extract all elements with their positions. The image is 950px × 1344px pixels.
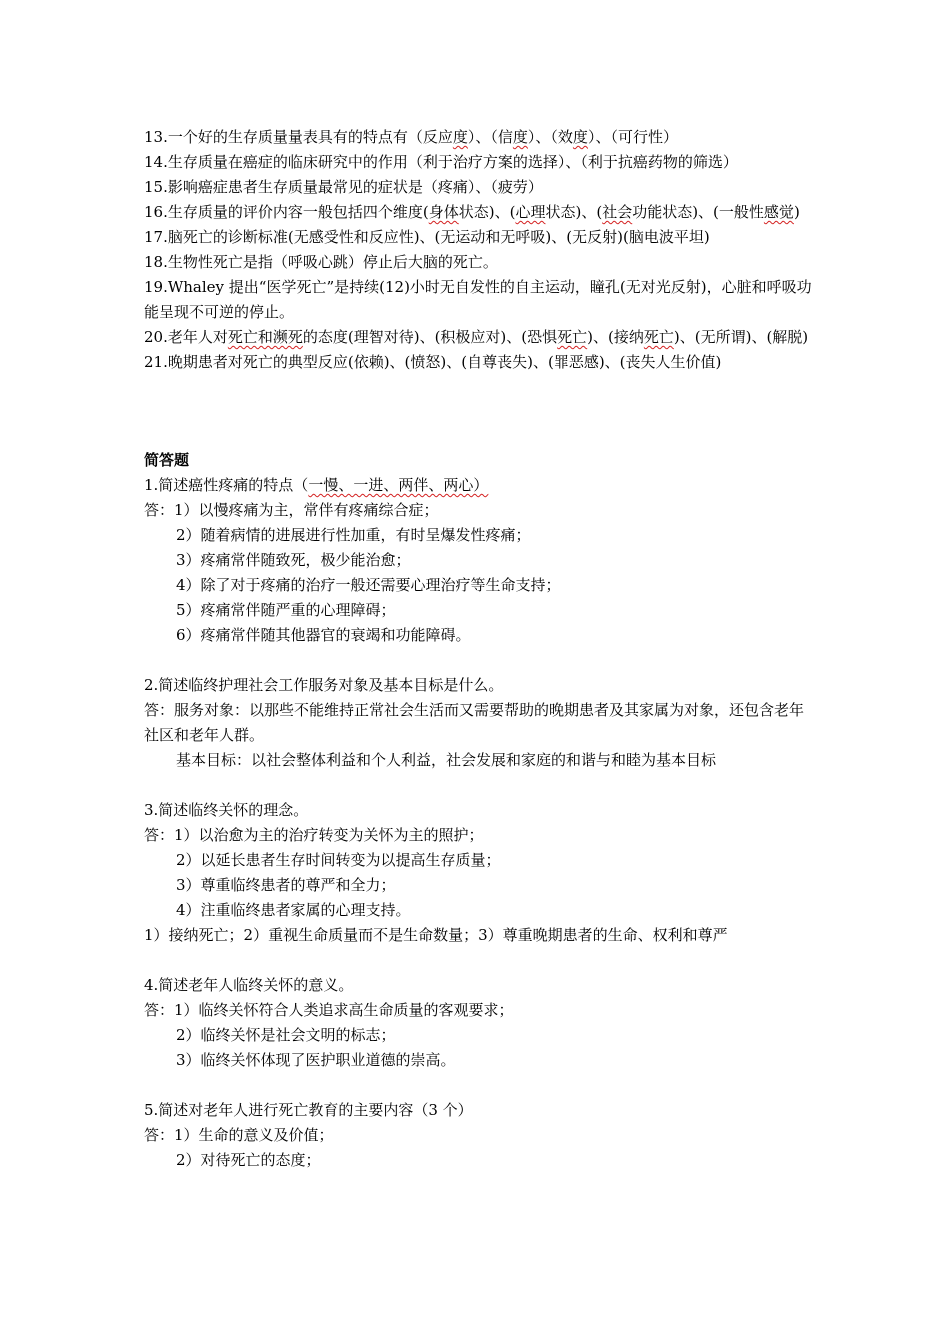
text-run: 18.生物性死亡是指（呼吸心跳）停止后大脑的死亡。 <box>144 253 498 271</box>
question-text: 5.简述对老年人进行死亡教育的主要内容（3 个） <box>144 1101 473 1119</box>
text-run: 19.Whaley 提出“医学死亡”是持续(12)小时无自发性的自主运动，瞳孔(无对光反射)，心脏和呼吸功能呈现不可逆的停止。 <box>144 278 812 321</box>
underlined-term: 心理 <box>515 203 546 221</box>
answer-line: 3）临终关怀体现了医护职业道德的崇高。 <box>176 1051 456 1069</box>
text-run: ) <box>793 203 800 221</box>
fill-blank-item-q17 <box>144 225 814 250</box>
text-run: ）、（信 <box>467 128 513 146</box>
text-run: 20.老年人对 <box>144 328 228 346</box>
underlined-term: 社会 <box>602 203 633 221</box>
fill-blank-item-q14 <box>144 150 814 175</box>
question-prefix: 1.简述癌性疼痛的特点（ <box>144 476 309 494</box>
answer-line: 基本目标：以社会整体利益和个人利益，社会发展和家庭的和谐与和睦为基本目标 <box>176 751 717 769</box>
answer-line: 2）对待死亡的态度； <box>176 1151 321 1169</box>
section-heading: 简答题 <box>144 451 190 469</box>
underlined-term: 度 <box>452 128 468 146</box>
text-run: 15.影响癌症患者生存质量最常见的症状是（疼痛）、（疲劳） <box>144 178 543 196</box>
short-answer-1 <box>144 473 814 648</box>
answer-line: 4）注重临终患者家属的心理支持。 <box>176 901 411 919</box>
text-run: 功能状态)、(一般性 <box>632 203 764 221</box>
underlined-term: 身体 <box>428 203 459 221</box>
answer-line: 答：1）生命的意义及价值； <box>144 1126 334 1144</box>
text-run: 状态)、( <box>545 203 603 221</box>
answer-line: 3）疼痛常伴随致死，极少能治愈； <box>176 551 411 569</box>
text-run: )、(接纳 <box>587 328 644 346</box>
fill-blank-item-q16 <box>144 200 814 225</box>
answer-note: 1）接纳死亡；2）重视生命质量而不是生命数量；3）尊重晚期患者的生命、权利和尊严 <box>144 926 728 944</box>
underlined-term: 死亡和濒死 <box>227 328 303 346</box>
underlined-term: 感觉 <box>763 203 794 221</box>
fill-blank-item-q13 <box>144 125 814 150</box>
text-run: 16.生存质量的评价内容一般包括四个维度( <box>144 203 429 221</box>
fill-blank-item-q20 <box>144 325 814 350</box>
fill-blank-item-q19 <box>144 275 814 325</box>
document-page <box>144 125 814 1173</box>
fill-blank-item-q15 <box>144 175 814 200</box>
question-text: 2.简述临终护理社会工作服务对象及基本目标是什么。 <box>144 676 504 694</box>
underlined-term: 度 <box>512 128 528 146</box>
question-emphasis: 一慢、一进、两伴、两心） <box>308 476 489 494</box>
short-answer-2 <box>144 673 814 773</box>
answer-line: 5）疼痛常伴随严重的心理障碍； <box>176 601 396 619</box>
answer-line: 答：1）临终关怀符合人类追求高生命质量的客观要求； <box>144 1001 514 1019</box>
text-run: )、(无所谓)、(解脱) <box>673 328 809 346</box>
fill-blank-item-q21 <box>144 350 814 375</box>
text-run: 14.生存质量在癌症的临床研究中的作用（利于治疗方案的选择）、（利于抗癌药物的筛选） <box>144 153 738 171</box>
answer-line: 2）以延长患者生存时间转变为以提高生存质量； <box>176 851 501 869</box>
underlined-term: 死亡 <box>557 328 588 346</box>
question-text <box>144 473 814 498</box>
text-run: ）、（效 <box>527 128 573 146</box>
answer-line: 4）除了对于疼痛的治疗一般还需要心理治疗等生命支持； <box>176 576 561 594</box>
text-run: 状态)、( <box>458 203 516 221</box>
fill-blank-item-q18 <box>144 250 814 275</box>
fill-in-blank-section <box>144 125 814 375</box>
answer-line: 6）疼痛常伴随其他器官的衰竭和功能障碍。 <box>176 626 471 644</box>
answer-line: 2）随着病情的进展进行性加重，有时呈爆发性疼痛； <box>176 526 531 544</box>
answer-line: 答：1）以治愈为主的治疗转变为关怀为主的照护； <box>144 826 484 844</box>
text-run: ）、（可行性） <box>587 128 678 146</box>
question-text: 3.简述临终关怀的理念。 <box>144 801 309 819</box>
short-answer-3 <box>144 798 814 948</box>
short-answer-4 <box>144 973 814 1073</box>
answer-line: 2）临终关怀是社会文明的标志； <box>176 1026 396 1044</box>
answer-line: 答：1）以慢疼痛为主，常伴有疼痛综合症； <box>144 501 439 519</box>
text-run: 的态度(理智对待)、(积极应对)、(恐惧 <box>302 328 558 346</box>
text-run: 17.脑死亡的诊断标准(无感受性和反应性)、(无运动和无呼吸)、(无反射)(脑电波平坦) <box>144 228 710 246</box>
text-run: 13.一个好的生存质量量表具有的特点有（反应 <box>144 128 453 146</box>
answer-line: 3）尊重临终患者的尊严和全力； <box>176 876 396 894</box>
answer-line: 答：服务对象：以那些不能维持正常社会生活而又需要帮助的晚期患者及其家属为对象，还包含老年社区和老年人群。 <box>144 701 805 744</box>
text-run: 21.晚期患者对死亡的典型反应(依赖)、(愤怒)、(自尊丧失)、(罪恶感)、(丧失人生价值) <box>144 353 722 371</box>
underlined-term: 死亡 <box>643 328 674 346</box>
short-answer-5 <box>144 1098 814 1173</box>
underlined-term: 度 <box>572 128 588 146</box>
question-text: 4.简述老年人临终关怀的意义。 <box>144 976 354 994</box>
